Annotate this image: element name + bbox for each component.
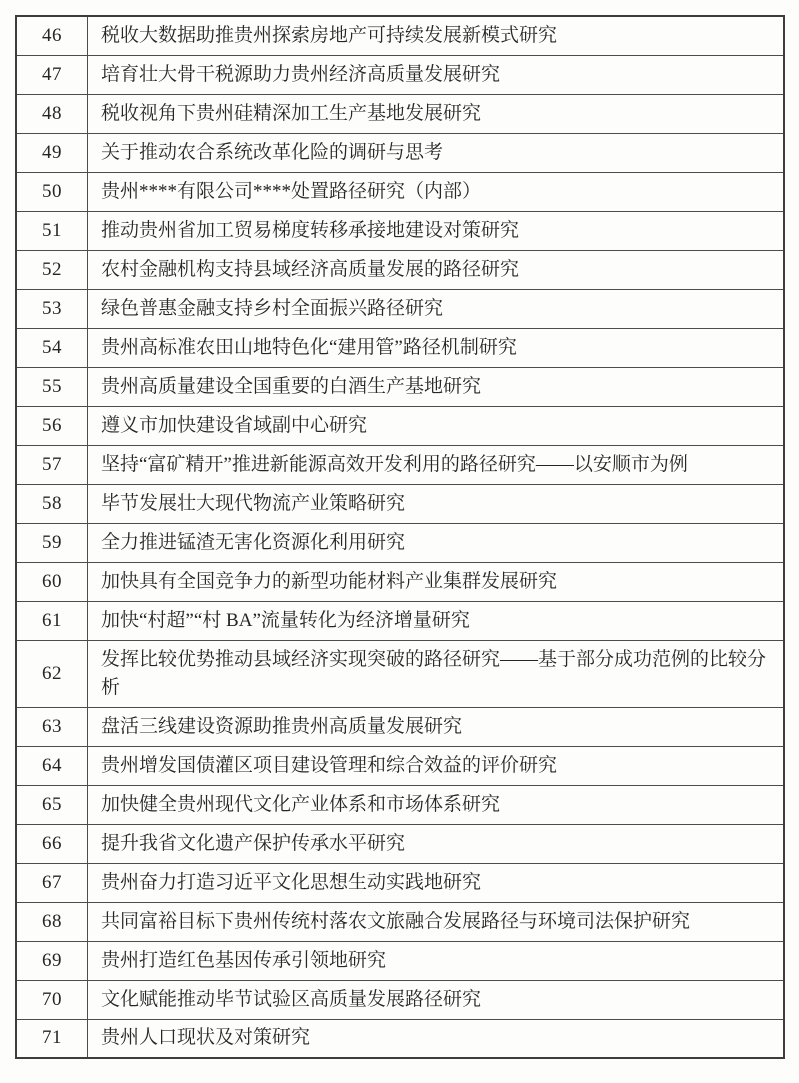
table-row — [16, 16, 784, 55]
row-title-cell: 税收视角下贵州硅精深加工生产基地发展研究 — [88, 94, 785, 133]
table-row — [16, 250, 784, 289]
row-number-cell: 57 — [16, 445, 88, 484]
row-title-cell: 文化赋能推动毕节试验区高质量发展路径研究 — [88, 980, 785, 1019]
row-number-cell: 60 — [16, 562, 88, 601]
row-number-cell: 62 — [16, 640, 88, 707]
topic-table-body — [16, 16, 784, 1058]
row-number-cell: 58 — [16, 484, 88, 523]
table-row — [16, 406, 784, 445]
table-row — [16, 707, 784, 746]
table-row — [16, 824, 784, 863]
table-row — [16, 601, 784, 640]
table-row — [16, 328, 784, 367]
table-row — [16, 941, 784, 980]
row-title-cell: 毕节发展壮大现代物流产业策略研究 — [88, 484, 785, 523]
row-title-cell: 遵义市加快建设省域副中心研究 — [88, 406, 785, 445]
row-number-cell: 67 — [16, 863, 88, 902]
row-number-cell: 47 — [16, 55, 88, 94]
row-number-cell: 59 — [16, 523, 88, 562]
table-row — [16, 746, 784, 785]
table-row — [16, 289, 784, 328]
table-row — [16, 172, 784, 211]
row-title-cell: 加快健全贵州现代文化产业体系和市场体系研究 — [88, 785, 785, 824]
row-number-cell: 54 — [16, 328, 88, 367]
row-title-cell: 全力推进锰渣无害化资源化利用研究 — [88, 523, 785, 562]
table-row — [16, 1019, 784, 1058]
row-number-cell: 66 — [16, 824, 88, 863]
table-row — [16, 133, 784, 172]
row-title-cell: 推动贵州省加工贸易梯度转移承接地建设对策研究 — [88, 211, 785, 250]
row-number-cell: 53 — [16, 289, 88, 328]
row-number-cell: 48 — [16, 94, 88, 133]
row-title-cell: 提升我省文化遗产保护传承水平研究 — [88, 824, 785, 863]
row-number-cell: 56 — [16, 406, 88, 445]
row-number-cell: 52 — [16, 250, 88, 289]
row-title-cell: 加快“村超”“村 BA”流量转化为经济增量研究 — [88, 601, 785, 640]
row-number-cell: 49 — [16, 133, 88, 172]
table-row — [16, 562, 784, 601]
row-title-cell: 贵州奋力打造习近平文化思想生动实践地研究 — [88, 863, 785, 902]
row-title-cell: 税收大数据助推贵州探索房地产可持续发展新模式研究 — [88, 16, 785, 55]
row-title-cell: 共同富裕目标下贵州传统村落农文旅融合发展路径与环境司法保护研究 — [88, 902, 785, 941]
row-number-cell: 65 — [16, 785, 88, 824]
table-row — [16, 902, 784, 941]
row-number-cell: 61 — [16, 601, 88, 640]
row-title-cell: 贵州****有限公司****处置路径研究（内部） — [88, 172, 785, 211]
row-number-cell: 50 — [16, 172, 88, 211]
row-title-cell: 绿色普惠金融支持乡村全面振兴路径研究 — [88, 289, 785, 328]
row-number-cell: 71 — [16, 1019, 88, 1058]
row-title-cell: 坚持“富矿精开”推进新能源高效开发利用的路径研究——以安顺市为例 — [88, 445, 785, 484]
table-row — [16, 211, 784, 250]
row-number-cell: 70 — [16, 980, 88, 1019]
row-title-cell: 贵州增发国债灌区项目建设管理和综合效益的评价研究 — [88, 746, 785, 785]
row-title-cell: 贵州高质量建设全国重要的白酒生产基地研究 — [88, 367, 785, 406]
row-title-cell: 贵州高标准农田山地特色化“建用管”路径机制研究 — [88, 328, 785, 367]
row-number-cell: 55 — [16, 367, 88, 406]
table-row — [16, 863, 784, 902]
row-number-cell: 46 — [16, 16, 88, 55]
table-row — [16, 484, 784, 523]
row-title-cell: 加快具有全国竞争力的新型功能材料产业集群发展研究 — [88, 562, 785, 601]
row-title-cell: 贵州人口现状及对策研究 — [88, 1019, 785, 1058]
row-number-cell: 68 — [16, 902, 88, 941]
row-number-cell: 64 — [16, 746, 88, 785]
table-row — [16, 640, 784, 707]
table-row — [16, 94, 784, 133]
row-title-cell: 关于推动农合系统改革化险的调研与思考 — [88, 133, 785, 172]
table-row — [16, 367, 784, 406]
row-title-cell: 农村金融机构支持县域经济高质量发展的路径研究 — [88, 250, 785, 289]
row-number-cell: 51 — [16, 211, 88, 250]
row-title-cell: 贵州打造红色基因传承引领地研究 — [88, 941, 785, 980]
table-row — [16, 445, 784, 484]
row-title-cell: 培育壮大骨干税源助力贵州经济高质量发展研究 — [88, 55, 785, 94]
research-topic-table — [15, 15, 785, 1059]
row-number-cell: 69 — [16, 941, 88, 980]
table-row — [16, 55, 784, 94]
table-row — [16, 523, 784, 562]
table-row — [16, 785, 784, 824]
row-title-cell: 发挥比较优势推动县域经济实现突破的路径研究——基于部分成功范例的比较分析 — [88, 640, 785, 707]
row-number-cell: 63 — [16, 707, 88, 746]
row-title-cell: 盘活三线建设资源助推贵州高质量发展研究 — [88, 707, 785, 746]
table-row — [16, 980, 784, 1019]
